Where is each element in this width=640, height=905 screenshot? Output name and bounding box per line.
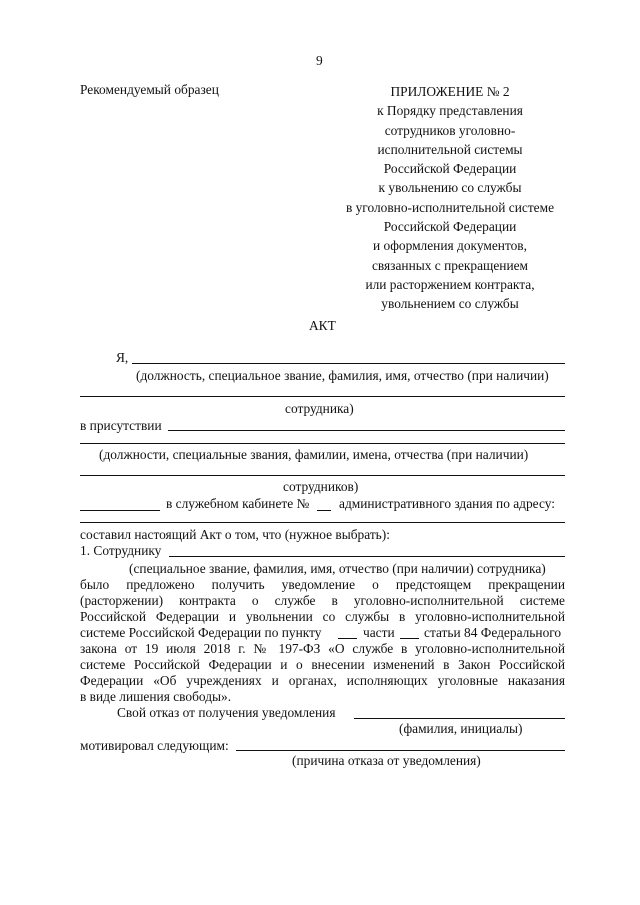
appendix-line: Российской Федерации: [383, 161, 517, 177]
caption-ya: (должность, специальное звание, фамилия, имя, отчество (при наличии): [136, 368, 549, 383]
motivated-label: мотивировал следующим:: [80, 738, 229, 753]
paragraph-line-4a: системе Российской Федерации по пункту: [80, 625, 322, 640]
fill-line-presence-2: [80, 443, 565, 444]
caption-item-1: (специальное звание, фамилия, имя, отчество (при наличии) сотрудника): [129, 561, 546, 576]
caption-employee: сотрудника): [285, 401, 354, 416]
caption-reason: (причина отказа от уведомления): [292, 753, 481, 768]
fill-line-point: [338, 638, 357, 639]
paragraph-line: системе Российской Федерации и о внесении изменений в Закон Российской: [80, 657, 565, 672]
appendix-line: к Порядку представления: [377, 103, 523, 119]
compiled-text: составил настоящий Акт о том, что (нужное выбрать):: [80, 527, 390, 542]
fill-line-part: [400, 638, 419, 639]
fill-line-presence-3: [80, 475, 565, 476]
document-title: АКТ: [309, 318, 336, 333]
appendix-block: [300, 82, 600, 314]
caption-refusal: (фамилия, инициалы): [399, 721, 523, 736]
paragraph-line-4b: части: [363, 625, 395, 640]
fill-line-reason: [236, 750, 565, 751]
item-1-label: 1. Сотруднику: [80, 543, 162, 558]
caption-employees: сотрудников): [283, 479, 359, 494]
fill-line-office-number: [317, 510, 331, 511]
fill-line-ya-2: [80, 396, 565, 397]
paragraph-line: Российской Федерации и увольнении со службы в уголовно-исполнительной: [80, 609, 565, 624]
building-label: административного здания по адресу:: [339, 496, 555, 511]
paragraph-last-line: в виде лишения свободы».: [80, 689, 232, 704]
paragraph-line: было предложено получить уведомление о предстоящем прекращении: [80, 577, 565, 592]
paragraph-line: Федерации «Об учреждениях и органах, исполняющих уголовные наказания: [80, 673, 565, 688]
appendix-line: и оформления документов,: [373, 238, 527, 254]
fill-line-ya: [132, 363, 565, 364]
appendix-line: Российской Федерации: [383, 219, 517, 235]
appendix-line: связанных с прекращением: [371, 257, 529, 273]
recommended-sample-label: Рекомендуемый образец: [80, 82, 219, 97]
appendix-line: в уголовно-исполнительной системе: [345, 199, 555, 215]
appendix-title: ПРИЛОЖЕНИЕ № 2: [390, 84, 510, 99]
appendix-line: или расторжением контракта,: [365, 276, 535, 292]
paragraph-line: (расторжении) контракта о службе в уголовно-исполнительной системе: [80, 593, 565, 608]
presence-label: в присутствии: [80, 418, 162, 433]
appendix-line: сотрудников уголовно-: [384, 122, 516, 138]
office-label: в служебном кабинете №: [166, 496, 310, 511]
page-number: 9: [316, 53, 323, 68]
fill-line-address: [80, 522, 565, 523]
fill-line-date: [80, 510, 160, 511]
paragraph-line: закона от 19 июля 2018 г. № 197-ФЗ «О службе в уголовно-исполнительной: [80, 641, 565, 656]
appendix-line: исполнительной системы: [377, 141, 523, 157]
fill-line-refusal: [354, 718, 565, 719]
caption-presence: (должности, специальные звания, фамилии, имена, отчества (при наличии): [99, 447, 529, 462]
appendix-line: увольнением со службы: [381, 296, 519, 312]
refusal-label: Свой отказ от получения уведомления: [117, 705, 336, 720]
ya-label: Я,: [116, 350, 129, 365]
fill-line-presence: [168, 430, 565, 431]
paragraph-line-4c: статьи 84 Федерального: [424, 625, 562, 640]
appendix-line: к увольнению со службы: [378, 180, 522, 196]
fill-line-item-1: [169, 556, 565, 557]
